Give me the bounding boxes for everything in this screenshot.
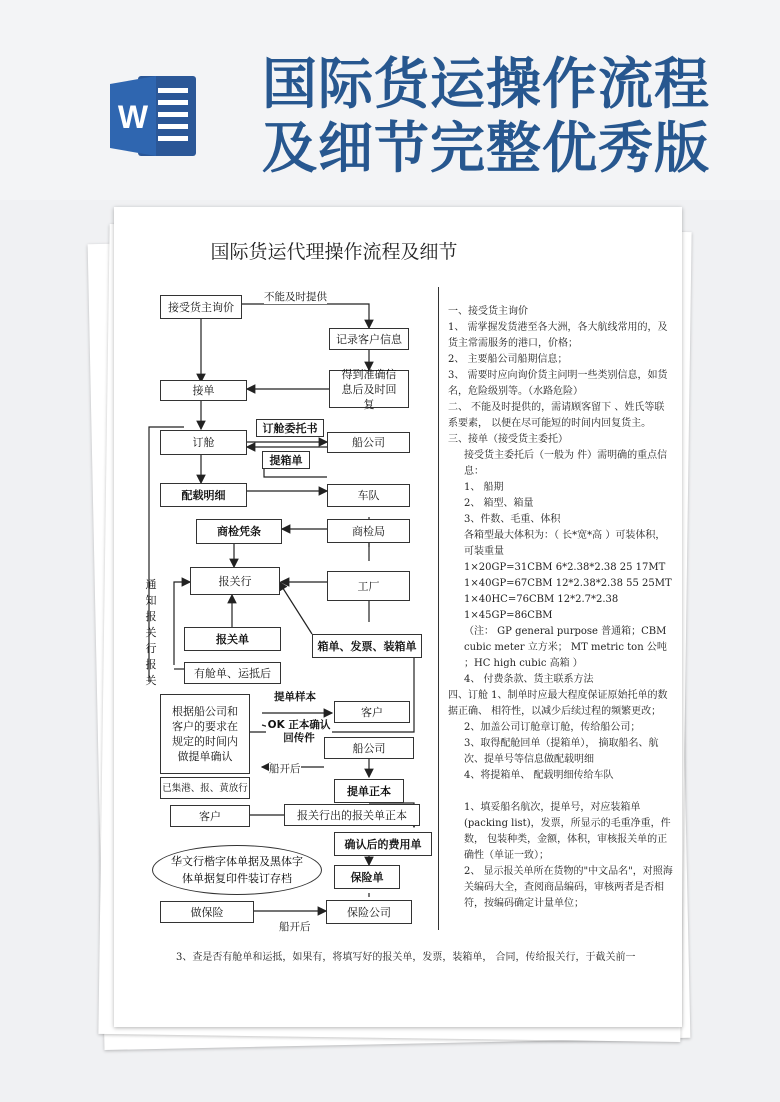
- detail-line: 接受货主委托后（一般为 件）需明确的重点信息：: [464, 450, 668, 477]
- detail-line: 3、取得配舱回单（提箱单）， 摘取船名、航次、提单号等信息做配载明细: [464, 738, 659, 765]
- declaration-firm-box: 报关行: [190, 567, 280, 595]
- document-page: [114, 207, 682, 1027]
- accept-order-box: 接单: [160, 380, 247, 401]
- detail-line: 2、 显示报关单所在货物的"中文品名"，对照海关编码大全，查阅商品编码，审核两者是否相符，按编码确定计量单位；: [464, 866, 673, 909]
- manifest-box: 有舱单、运抵后: [184, 662, 281, 684]
- detail-line: 各箱型最大体积为：（ 长*宽*高 ）可装体积，可装重量: [464, 530, 666, 557]
- shipping-company-box: 船公司: [327, 432, 410, 453]
- detail-line: 1×20GP=31CBM 6*2.38*2.38 25 17MT: [464, 562, 666, 573]
- document-title: 国际货运代理操作流程及细节: [210, 241, 458, 263]
- bottom-text-line: 3、查是否有舱单和运抵，如果有，将填写好的报关单，发票，装箱单， 合同，传给报关行，于截关前一: [176, 952, 636, 963]
- detail-line: 1、填妥船名航次，提单号，对应装箱单(packing list)，发票，所显示的毛重净重，件数， 包装种类，金额，体积，审核报关单的正确性（单证一致）；: [464, 802, 671, 861]
- cannot-provide-label: 不能及时提供: [264, 291, 327, 303]
- after-sailing-label: 船开后: [269, 763, 301, 775]
- accept-inquiry-box: 接受货主询价: [160, 295, 242, 319]
- customs-release-box: 已集港、报、黄放行: [160, 777, 250, 799]
- detail-line: 1×40GP=67CBM 12*2.38*2.38 55 25MT: [464, 578, 672, 589]
- ok-original-label: OK 正本确认回传件: [267, 719, 331, 744]
- detail-line: 2、 箱型、箱量: [464, 498, 534, 509]
- customs-form-out-box: 报关行出的报关单正本: [284, 804, 420, 826]
- after-sailing-label-2: 船开后: [279, 921, 311, 933]
- detail-line: （注： GP general purpose 普通箱；CBM cubic meter 立方米； MT metric ton 公吨 ；HC high cubic 高箱 ）: [464, 626, 667, 669]
- header-banner: [0, 0, 780, 200]
- detail-line: 四、订舱 1、制单时应最大程度保证原始托单的数据正确、 相符性，以减少后续过程的频繁更改；: [448, 690, 668, 717]
- customer-box-1: 客户: [334, 701, 410, 723]
- bl-original-box: 提单正本: [334, 779, 404, 803]
- declaration-form-box: 报关单: [184, 627, 281, 651]
- customer-box-2: 客户: [170, 805, 250, 827]
- process-detail-text: [448, 304, 674, 912]
- get-info-box: 得到准确信息后及时回复: [329, 370, 409, 408]
- booking-consign-box: 订舱委托书: [256, 419, 324, 437]
- inspection-cert-box: 商检凭条: [196, 519, 282, 544]
- detail-line: 4、 付费条款、货主联系方法: [464, 674, 594, 685]
- pickup-order-box: 提箱单: [262, 451, 310, 469]
- detail-line: 二、 不能及时提供的，需请顾客留下 、姓氏等联系要素， 以便在尽可能短的时间内回复货主。: [448, 402, 665, 429]
- bl-confirm-box: 根据船公司和客户的要求在规定的时间内做提单确认: [160, 694, 250, 774]
- banner-title-line1: 国际货运操作流程: [262, 52, 711, 116]
- detail-line: 1、 船期: [464, 482, 504, 493]
- svg-text:W: W: [117, 99, 149, 135]
- detail-line: 1×45GP=86CBM: [464, 610, 553, 621]
- shipping-company-box-2: 船公司: [324, 737, 414, 759]
- do-insurance-box: 做保险: [160, 901, 254, 923]
- detail-line: 1×40HC=76CBM 12*2.7*2.38: [464, 594, 619, 605]
- banner-title-line2: 及细节完整优秀版: [262, 116, 711, 180]
- detail-spacer: [448, 784, 674, 800]
- fleet-box: 车队: [327, 484, 410, 507]
- insurance-form-box: 保险单: [334, 865, 400, 889]
- word-document-icon: [108, 70, 200, 162]
- record-info-box: 记录客户信息: [329, 328, 409, 350]
- inspection-bureau-box: 商检局: [327, 519, 410, 543]
- detail-line: 3、 需要时应向询价货主问明一些类别信息，如货名，危险级别等。（水路危险）: [448, 370, 668, 397]
- banner-title: [262, 52, 710, 180]
- detail-line: 三、接单（接受货主委托）: [448, 434, 568, 445]
- detail-line: 1、 需掌握发货港至各大洲，各大航线常用的，及货主常需服务的港口，价格；: [448, 322, 668, 349]
- bl-sample-label: 提单样本: [274, 691, 316, 703]
- stowage-box: 配载明细: [160, 483, 247, 507]
- detail-line: 2、加盖公司订舱章订舱，传给船公司；: [464, 722, 641, 733]
- booking-box: 订舱: [160, 430, 247, 455]
- archive-note-oval: 华文行楷字体单据及黑体字体单据复印件装订存档: [152, 845, 322, 895]
- box-docs-box: 箱单、发票、装箱单: [312, 634, 422, 658]
- detail-line: 一、接受货主询价: [448, 306, 528, 317]
- insurance-company-box: 保险公司: [326, 900, 412, 924]
- confirmed-fee-box: 确认后的费用单: [334, 832, 432, 856]
- detail-line: 3、件数、毛重、体积: [464, 514, 561, 525]
- factory-box: 工厂: [327, 571, 410, 601]
- detail-line: 2、 主要船公司船期信息；: [448, 354, 568, 365]
- notify-declaration-vertical-label: 通知报关行报关: [145, 578, 157, 687]
- column-divider: [438, 287, 439, 930]
- detail-line: 4、将提箱单、 配载明细传给车队: [464, 770, 614, 781]
